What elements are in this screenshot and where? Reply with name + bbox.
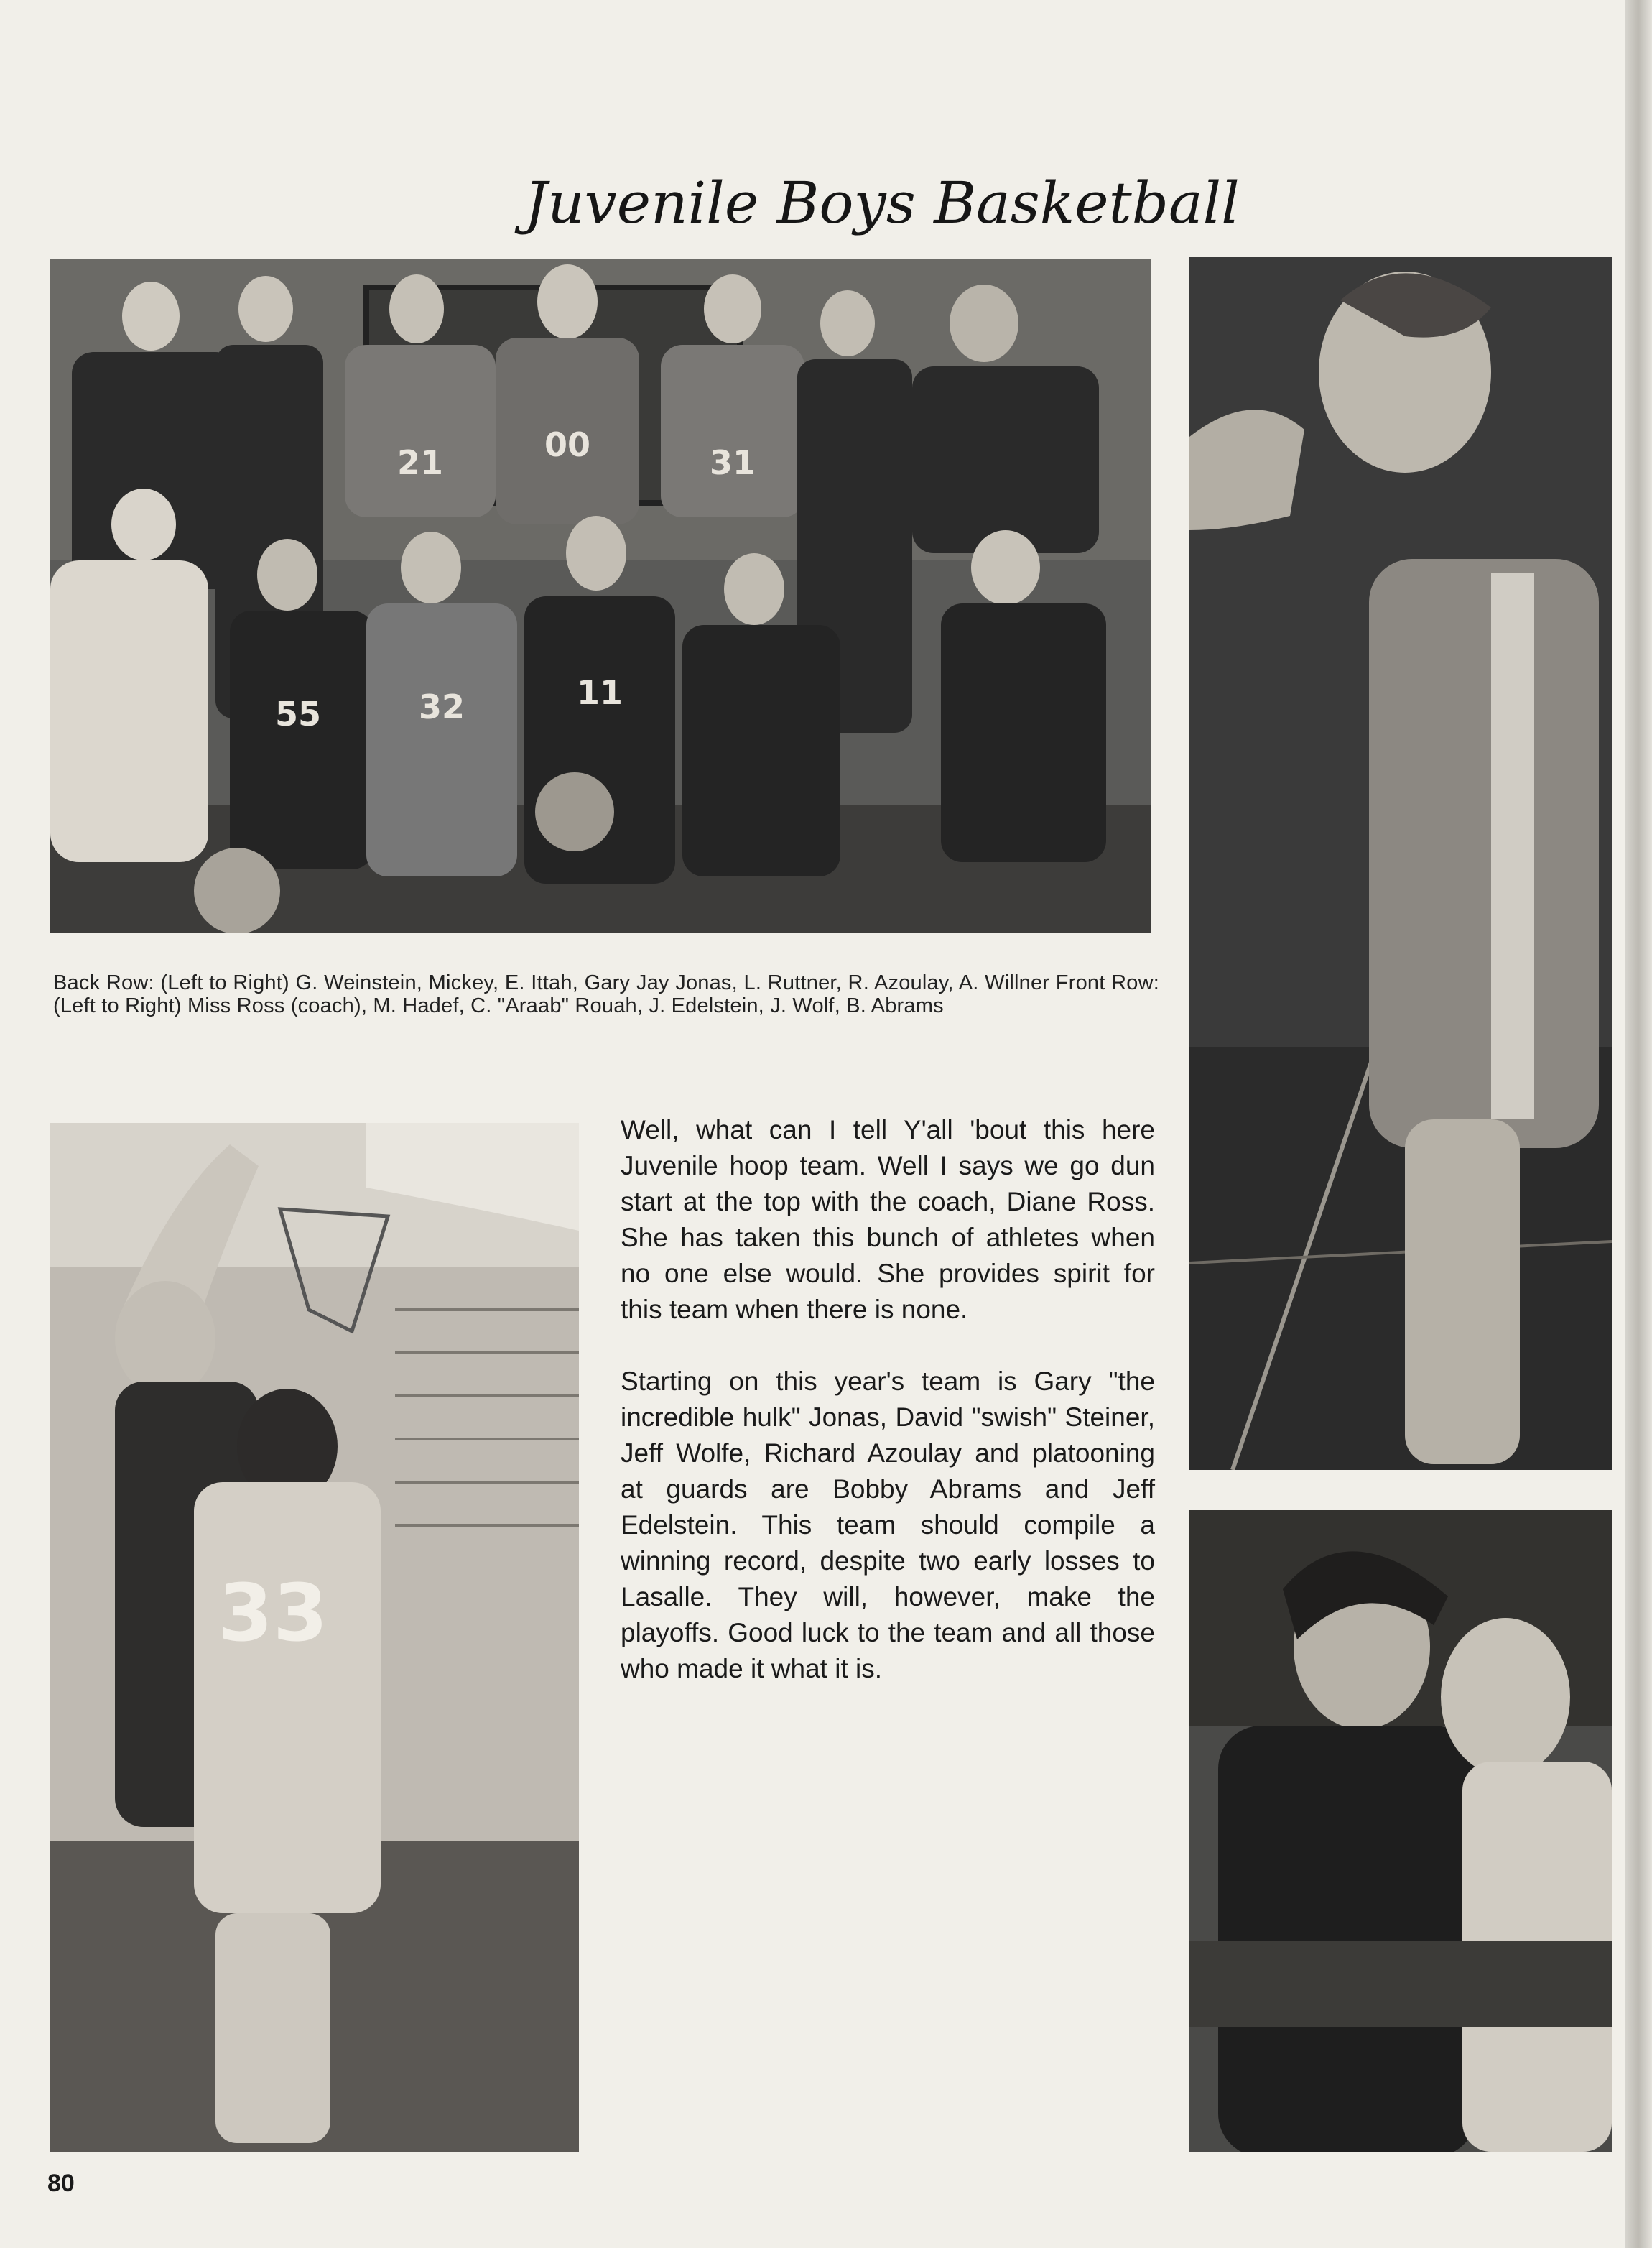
jersey-number: 00 [544, 425, 591, 464]
jersey-number: 33 [218, 1567, 328, 1659]
bench-photo [1189, 1510, 1612, 2152]
team-photo [50, 259, 1151, 933]
jersey-number: 55 [274, 695, 322, 734]
article-paragraph: Well, what can I tell Y'all 'bout this here Juvenile hoop team. Well I says we go dun start at the top with the coach, Diane Ross. She has taken this bunch of athletes when no one else would. She provides spirit for this team when there is none. [621, 1115, 1155, 1324]
page-edge [1625, 0, 1652, 2248]
jump-shot-photo [50, 1123, 579, 2152]
article-body [621, 1112, 1155, 1723]
page-title: Juvenile Boys Basketball [524, 170, 1240, 236]
free-throw-photo [1189, 257, 1612, 1470]
jersey-number: 21 [396, 443, 444, 482]
jersey-number: 11 [576, 673, 623, 712]
jersey-number: 32 [418, 688, 465, 726]
article-paragraph: Starting on this year's team is Gary "the incredible hulk" Jonas, David "swish" Steiner, Jeff Wolfe, Richard Azoulay and platooning at guards are Bobby Abrams and Jeff Edelstein. This team should compile a winning record, despite two early losses to Lasalle. They will, however, make the playoffs. Good luck to the team and all those who made it what it is. [621, 1366, 1155, 1683]
photo-caption: Back Row: (Left to Right) G. Weinstein, Mickey, E. Ittah, Gary Jay Jonas, L. Ruttner, R. Azoulay, A. Willner Front Row: (Left to Right) Miss Ross (coach), M. Hadef, C. "Araab" Rouah, J. Edelstein, J. Wolf, B. Abrams [53, 971, 1159, 1017]
page-number: 80 [47, 2170, 75, 2197]
jersey-number: 31 [709, 443, 756, 482]
